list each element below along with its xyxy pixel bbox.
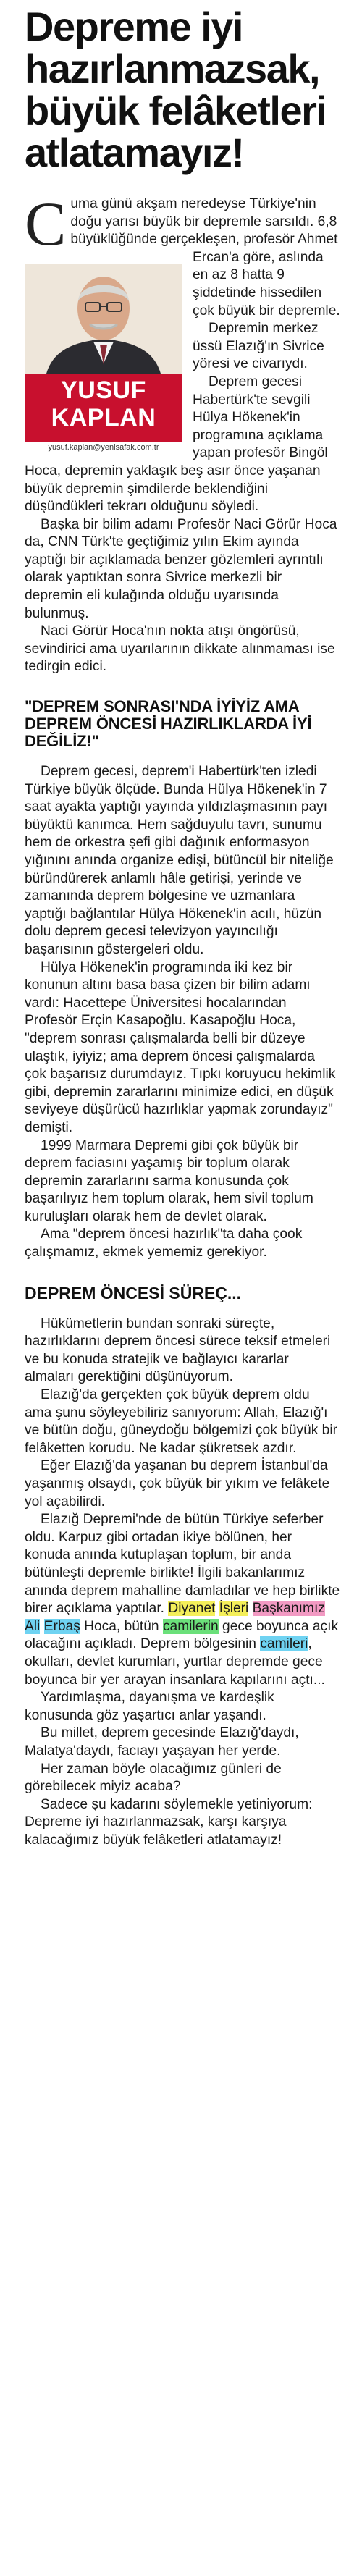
- paragraph: Ama "deprem öncesi hazırlık"ta daha çook çalışmamız, ekmek yememiz gerekiyor.: [25, 1226, 303, 1260]
- paragraph: Bu millet, deprem gecesinde Elazığ'daydı, Malatya'daydı, facıayı yaşayan her yerde.: [25, 1725, 299, 1759]
- paragraph: Elazığ'da gerçekten çok büyük deprem oldu ama şunu söyleyebiliriz sanıyorum: Allah, Elazığ'ı ve bütün doğu, güneydoğu bölgemizi çok büyük bir felâketten korudu. Ne kadar şükretsek azdır.: [25, 1387, 338, 1456]
- paragraph: Naci Görür Hoca'nın nokta atışı öngörüsü, sevindirici ama uyarılarının dikkate alınmaması ise tedirgin edici.: [25, 623, 335, 675]
- intro-paragraph: uma günü akşam neredeyse Türkiye'nin doğu yarısı büyük bir depremle sarsıldı. 6,8 büyüklüğünde gerçekleşen, profesör Ahmet Ercan'a göre, aslında en az 8 hatta 9 şiddetinde hissedilen çok büyük bir depremle.: [70, 196, 340, 319]
- headline-line: hazırlanmazsak,: [25, 46, 320, 91]
- headline-line: Depreme iyi: [25, 4, 243, 49]
- paragraph: Sadece şu kadarını söylemekle yetiniyorum: Depreme iyi hazırlanmazsak, karşı karşıya kalacağımız büyük felâketleri atlatamayız!: [25, 1796, 313, 1848]
- subheading-2: DEPREM ÖNCESİ SÜREÇ...: [25, 1283, 242, 1302]
- paragraph: Yardımlaşma, dayanışma ve kardeşlik konusunda göz yaşartıcı anlar yaşandı.: [25, 1690, 274, 1723]
- highlight-blue: camileri: [260, 1636, 308, 1652]
- drop-cap: C: [25, 189, 67, 258]
- text-segment: Hoca, bütün: [80, 1618, 163, 1634]
- paragraph: Deprem gecesi Habertürk'te sevgili Hülya Hökenek'in programına açıklama yapan profesör Bingöl Hoca, depremin yaklaşık beş asır önce yaşanan büyük depremin şimdilerde beklendiğini düşündükleri tekrarı olduğunu söyledi.: [25, 374, 328, 515]
- article-page: [0, 6, 362, 2576]
- paragraph: Eğer Elazığ'da yaşanan bu deprem İstanbul'da yaşanmış olsaydı, çok büyük bir yıkım ve felâkete yol açabilirdi.: [25, 1458, 330, 1510]
- paragraph: Hükümetlerin bundan sonraki süreçte, hazırlıklarını deprem öncesi sürece teksif etmeleri ve bu konuda stratejik ve bağlayıcı kararlar almaları gerektiğini düşünüyorum.: [25, 1316, 331, 1385]
- author-photo: [25, 264, 182, 374]
- paragraph: Deprem gecesi, deprem'i Habertürk'ten izledi Türkiye büyük ölçüde. Bunda Hülya Hökenek'in 7 saat ayakta yaptığı yayında yıldızlaşmasının payı büyüktü kanımca. Hem sağduyulu tavrı, sunumu hem de orkestra şefi gibi dağınık enformasyon yığınını anında organize edişi, bütüncül bir niteliğe büründürerek anlamlı hâle getirişi, yerinde ve zamanında deprem bölgesine ve uzmanlara yaptığı bağlantılar Hülya Hökenek'in acılı, hüzün dolu deprem gecesi televizyon yayıncılığı başarısının göstergeleri oldu.: [25, 764, 334, 957]
- paragraph: Depremin merkez üssü Elazığ'ın Sivrice yöresi ve civarıydı.: [193, 321, 324, 372]
- headline-line: atlatamayız!: [25, 130, 244, 175]
- article-body: [25, 189, 340, 1849]
- highlight-blue: Ali: [25, 1618, 41, 1634]
- text-segment: , okulları, devlet kurumları, yurtlar depremde gece boyunca bir yer arayan insanlara kapılarını açtı...: [25, 1636, 325, 1688]
- author-portrait-icon: [25, 264, 182, 374]
- paragraph: Her zaman böyle olacağımız günleri de görebilecek miyiz acaba?: [25, 1761, 282, 1795]
- paragraph: Başka bir bilim adamı Profesör Naci Görür Hoca da, CNN Türk'te geçtiğimiz yılın Ekim ayında yaptığı bir açıklamada benzer gözlemleri ayrıntılı olarak yaptıktan sonra Sivrice merkezli bir depremin eli kulağında olduğu uyarısında bulunmuş.: [25, 516, 337, 621]
- text-segment: Elazığ Depremi'nde de bütün Türkiye seferber oldu. Karpuz gibi ortadan ikiye bölünen, her konuda anında kutuplaşan toplum, bir anda bütünleşti depremle birlikte! İlgili bakanlarımız anında deprem mahalline damladılar ve hep birlikte birer açıklama yaptılar.: [25, 1512, 340, 1617]
- author-last-name: KAPLAN: [51, 404, 156, 432]
- highlight-blue: Erbaş: [43, 1618, 80, 1634]
- author-first-name: YUSUF: [61, 376, 146, 404]
- headline-line: büyük felâketleri: [25, 88, 327, 133]
- paragraph: 1999 Marmara Depremi gibi çok büyük bir deprem faciasını yaşamış bir toplum olarak depremin zararlarını sarma konusunda çok başarılıyız hem toplum olarak, hem sivil toplum kuruluşları olarak hem de devlet olarak.: [25, 1137, 313, 1224]
- highlight-pink: Başkanımız: [252, 1601, 325, 1617]
- subheading-1: "DEPREM SONRASI'NDA İYİYİZ AMA DEPREM ÖNCESİ HAZIRLIKLARDA İYİ DEĞİLİZ!": [25, 697, 312, 751]
- highlight-green: camilerin: [162, 1618, 219, 1634]
- highlighted-paragraph: [25, 1511, 340, 1689]
- highlight-yellow: İşleri: [219, 1601, 249, 1617]
- paragraph: Hülya Hökenek'in programında iki kez bir konunun altını basa basa çizen bir bilim adamı vardı: Hacettepe Üniversitesi hocalarından Profesör Erçin Kasapoğlu. Kasapoğlu Hoca, "deprem sonrası çalışmalarda belli bir düzeye ulaştık, iyiyiz; ama deprem öncesi çalışmalarda çok başarısız durumdayız. Tıpkı koruyucu hekimlik gibi, depremin zararlarını minimize edici, en düşük seviyeye düşürücü hazırlıklar yapmak zorundayız" demişti.: [25, 959, 336, 1135]
- headline: [25, 6, 340, 174]
- author-box: [25, 264, 182, 452]
- author-email[interactable]: yusuf.kaplan@yenisafak.com.tr: [48, 443, 159, 452]
- highlight-yellow: Diyanet: [168, 1601, 216, 1617]
- text-segment: gece boyunca açık olacağını açıkladı. Deprem bölgesinin: [25, 1618, 339, 1652]
